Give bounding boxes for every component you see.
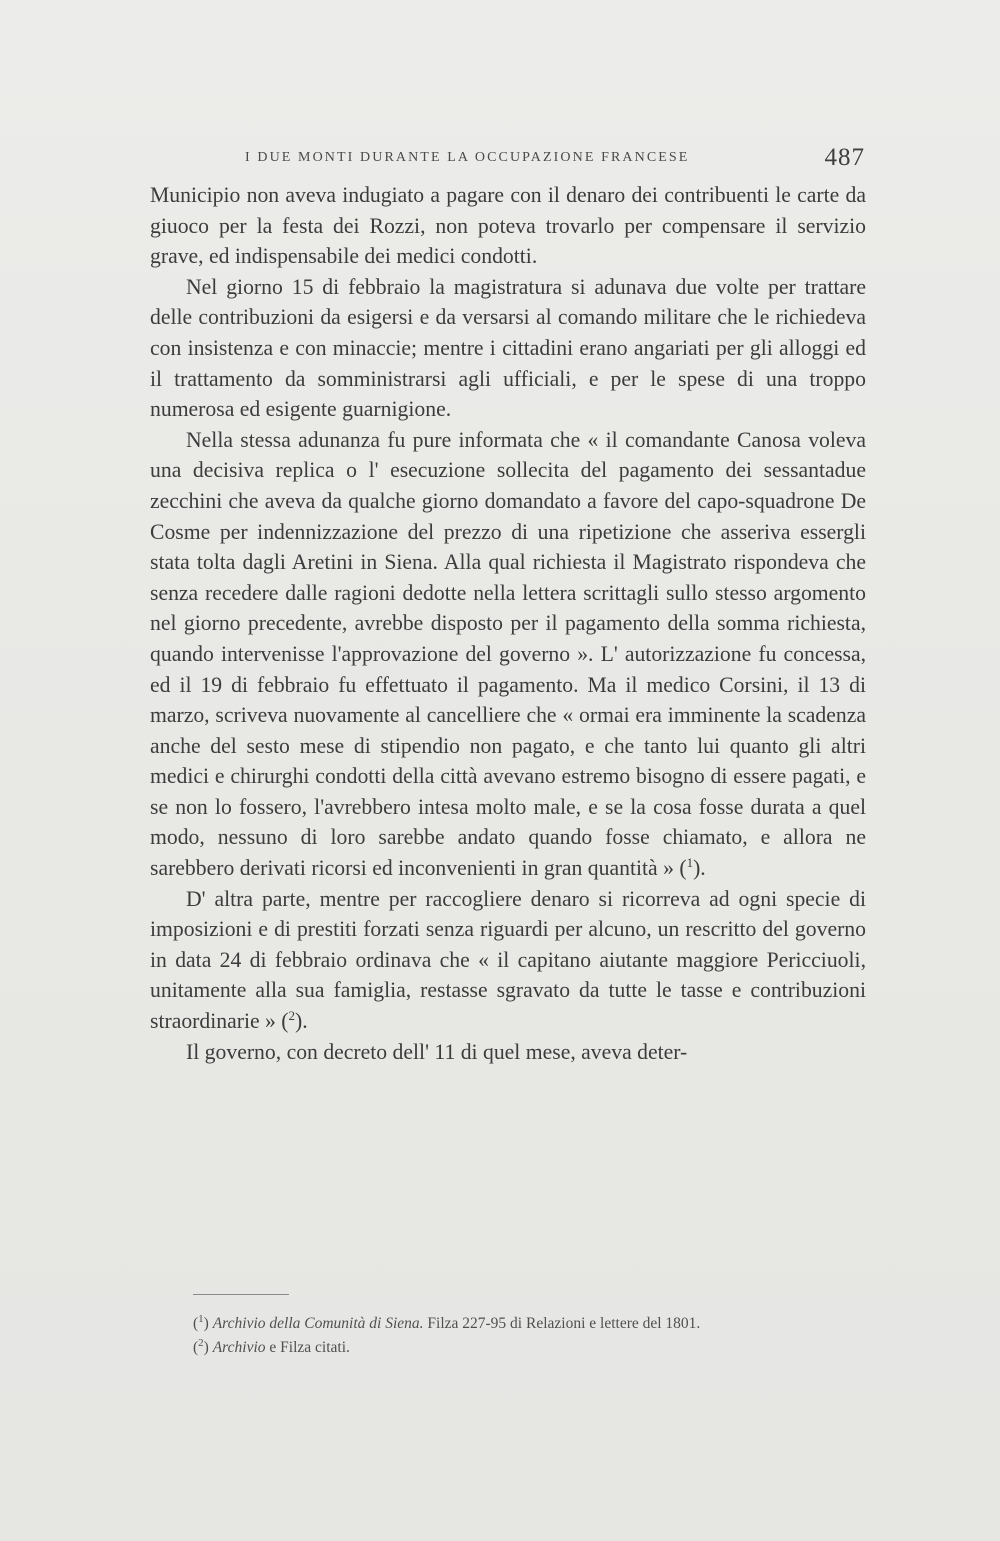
paragraph-1	[150, 180, 866, 272]
paragraph-4	[150, 884, 866, 1037]
footnote-divider	[193, 1294, 289, 1295]
footnote-ref-1[interactable]: 1	[686, 854, 694, 870]
paragraph-tail: ).	[295, 1009, 308, 1034]
page-header	[150, 140, 865, 176]
footnote-text: Filza 227-95 di Relazioni e lettere del 1801.	[423, 1315, 701, 1332]
footnote-source: Archivio	[212, 1339, 266, 1356]
paragraph-3	[150, 425, 866, 884]
footnote-source: Archivio della Comunità di Siena.	[212, 1315, 424, 1332]
paragraph-text: Il governo, con decreto dell' 11 di quel mese, aveva deter-	[186, 1039, 688, 1064]
footnote-mark: 1	[198, 1312, 204, 1325]
footnote-mark: 2	[198, 1336, 204, 1349]
footnote-ref-2[interactable]: 2	[288, 1007, 296, 1023]
footnotes	[193, 1312, 873, 1360]
paragraph-text: D' altra parte, mentre per raccogliere denaro si ricorreva ad ogni specie di imposizioni e di prestiti forzati senza riguardi per alcuno, un rescritto del governo in data 24 di febbraio ordinava che « il capitano aiutante maggiore Pericciuoli, unitamente alla sua famiglia, restasse sgravato da tutte le tasse e contribuzioni straordinarie » (	[150, 886, 866, 1034]
paragraph-text: Nella stessa adunanza fu pure informata che « il comandante Canosa voleva una decisiva replica o l' esecuzione sollecita del pagamento dei sessantadue zecchini che aveva da qualche giorno domandato a favore del capo-squadrone De Cosme per indennizzazione del prezzo di una ripetizione che asseriva essergli stata tolta dagli Aretini in Siena. Alla qual richiesta il Magistrato rispondeva che senza recedere dalle ragioni dedotte nella lettera scrittagli sullo stesso argomento nel giorno precedente, avrebbe disposto per il pagamento della somma richiesta, quando intervenisse l'approvazione del governo ». L' autorizzazione fu concessa, ed il 19 di febbraio fu effettuato il pagamento. Ma il medico Corsini, il 13 di marzo, scriveva nuovamente al cancelliere che « ormai era imminente la scadenza anche del sesto mese di stipendio non pagato, e che tanto lui quanto gli altri medici e chirurghi condotti della città avevano estremo bisogno di essere pagati, e se non lo fossero, l'avrebbero intesa molto male, e se la cosa fosse durata a quel modo, nessuno di loro sarebbe andato quando fosse chiamato, e allora ne sarebbero derivati ricorsi ed inconvenienti in gran quantità » (	[150, 427, 866, 881]
paragraph-text: Municipio non aveva indugiato a pagare con il denaro dei contribuenti le carte da giuoco per la festa dei Rozzi, non poteva trovarlo per compensare il servizio grave, ed indispensabile dei medici condotti.	[150, 183, 866, 269]
page-number: 487	[824, 144, 865, 171]
body-text	[150, 180, 866, 1067]
running-title: I DUE MONTI DURANTE LA OCCUPAZIONE FRANCESE	[245, 150, 690, 165]
paragraph-tail: ).	[693, 856, 706, 881]
footnote-1: ($^1$) Archivio della Comunità di Siena. Filza 227-95 di Relazioni e lettere del 1801.	[193, 1312, 701, 1332]
paragraph-text: Nel giorno 15 di febbraio la magistratura si adunava due volte per trattare delle contribuzioni da esigersi e da versarsi al comando militare che le richiedeva con insistenza e con minaccie; mentre i cittadini erano angariati per gli alloggi ed il trattamento da somministrarsi agli ufficiali, e per le spese di una troppo numerosa ed esigente guarnigione.	[150, 274, 866, 422]
paragraph-2	[150, 272, 866, 425]
footnote-text: e Filza citati.	[265, 1339, 350, 1356]
paragraph-5	[150, 1037, 866, 1068]
footnote-2: ($^2$) Archivio e Filza citati.	[193, 1336, 350, 1356]
